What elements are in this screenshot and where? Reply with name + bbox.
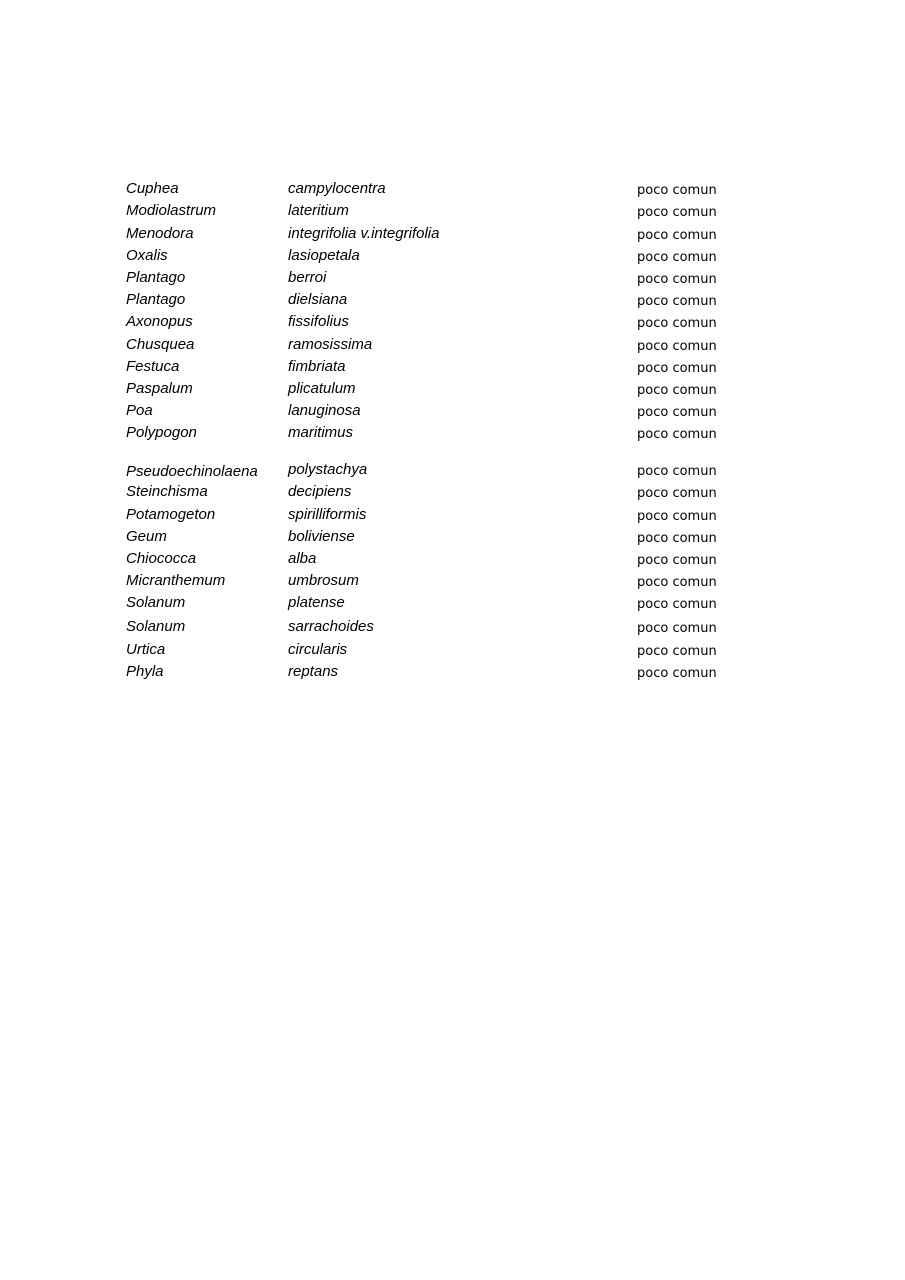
epithet-cell: alba	[288, 550, 317, 567]
genus-cell: Solanum	[126, 618, 186, 636]
epithet-cell: boliviense	[288, 527, 355, 545]
genus-cell: Chiococca	[126, 550, 197, 567]
table-row	[126, 594, 746, 616]
table-row	[126, 640, 746, 662]
status-cell: poco comun	[637, 486, 717, 502]
table-row	[126, 313, 746, 335]
genus-cell: Urtica	[126, 640, 166, 658]
epithet-cell: maritimus	[288, 424, 354, 442]
status-cell: poco comun	[637, 575, 717, 591]
epithet-cell: reptans	[288, 662, 339, 680]
status-cell: poco comun	[637, 553, 717, 568]
genus-cell: Geum	[126, 527, 167, 545]
status-cell: poco comun	[637, 405, 717, 421]
table-row	[126, 505, 746, 527]
table-row	[126, 269, 746, 291]
epithet-cell: lasiopetala	[288, 246, 360, 264]
species-table	[126, 180, 746, 685]
genus-cell: Paspalum	[126, 379, 193, 397]
status-cell: poco comun	[637, 227, 717, 243]
status-cell: poco comun	[637, 427, 717, 443]
genus-cell: Axonopus	[126, 313, 193, 331]
epithet-cell: circularis	[288, 640, 348, 658]
epithet-cell: platense	[288, 594, 345, 612]
table-row	[126, 291, 746, 313]
genus-cell: Plantago	[126, 268, 186, 286]
epithet-cell: fissifolius	[288, 313, 349, 331]
genus-cell: Plantago	[126, 291, 186, 309]
status-cell: poco comun	[637, 271, 717, 287]
table-row	[126, 224, 746, 246]
epithet-cell: plicatulum	[288, 379, 356, 397]
table-row	[126, 550, 746, 572]
table-row	[126, 380, 746, 402]
epithet-cell: integrifolia v.integrifolia	[288, 224, 440, 242]
epithet-cell: berroi	[288, 268, 327, 286]
genus-cell: Oxalis	[126, 246, 168, 264]
epithet-cell: spirilliformis	[288, 505, 367, 523]
status-cell: poco comun	[637, 183, 717, 199]
table-row	[126, 528, 746, 550]
genus-cell: Steinchisma	[126, 483, 208, 501]
status-cell: poco comun	[637, 464, 717, 480]
genus-cell: Chusquea	[126, 335, 195, 353]
epithet-cell: ramosissima	[288, 335, 373, 353]
table-row	[126, 483, 746, 505]
status-cell: poco comun	[637, 294, 717, 310]
status-cell: poco comun	[637, 530, 717, 546]
status-cell: poco comun	[637, 205, 717, 221]
epithet-cell: lanuginosa	[288, 402, 361, 420]
table-row	[126, 663, 746, 685]
genus-cell: Micranthemum	[126, 572, 226, 590]
epithet-cell: polystachya	[288, 461, 368, 479]
genus-cell: Potamogeton	[126, 505, 216, 523]
table-row	[126, 402, 746, 424]
genus-cell: Menodora	[126, 224, 194, 242]
epithet-cell: decipiens	[288, 483, 352, 501]
genus-cell: Modiolastrum	[126, 202, 217, 220]
table-row	[126, 446, 746, 483]
status-cell: poco comun	[637, 597, 717, 613]
status-cell: poco comun	[637, 382, 717, 398]
epithet-cell: dielsiana	[288, 291, 348, 309]
epithet-cell: campylocentra	[288, 180, 386, 198]
status-cell: poco comun	[637, 360, 717, 376]
table-row	[126, 616, 746, 640]
epithet-cell: umbrosum	[288, 572, 359, 590]
epithet-cell: sarrachoides	[288, 618, 374, 636]
table-row	[126, 202, 746, 224]
genus-cell: Polypogon	[126, 424, 197, 442]
status-cell: poco comun	[637, 665, 717, 681]
status-cell: poco comun	[637, 338, 717, 354]
status-cell: poco comun	[637, 508, 717, 524]
genus-cell: Pseudoechinolaena	[126, 463, 258, 481]
genus-cell: Festuca	[126, 357, 180, 375]
table-row	[126, 335, 746, 357]
table-row	[126, 180, 746, 202]
genus-cell: Phyla	[126, 662, 164, 680]
table-row	[126, 424, 746, 446]
epithet-cell: lateritium	[288, 202, 349, 220]
genus-cell: Poa	[126, 402, 153, 420]
status-cell: poco comun	[637, 621, 717, 637]
table-row	[126, 358, 746, 380]
table-row	[126, 247, 746, 269]
status-cell: poco comun	[637, 249, 717, 265]
status-cell: poco comun	[637, 316, 717, 332]
genus-cell: Solanum	[126, 594, 186, 612]
status-cell: poco comun	[637, 643, 717, 659]
genus-cell: Cuphea	[126, 180, 179, 198]
table-row	[126, 572, 746, 594]
epithet-cell: fimbriata	[288, 357, 346, 375]
